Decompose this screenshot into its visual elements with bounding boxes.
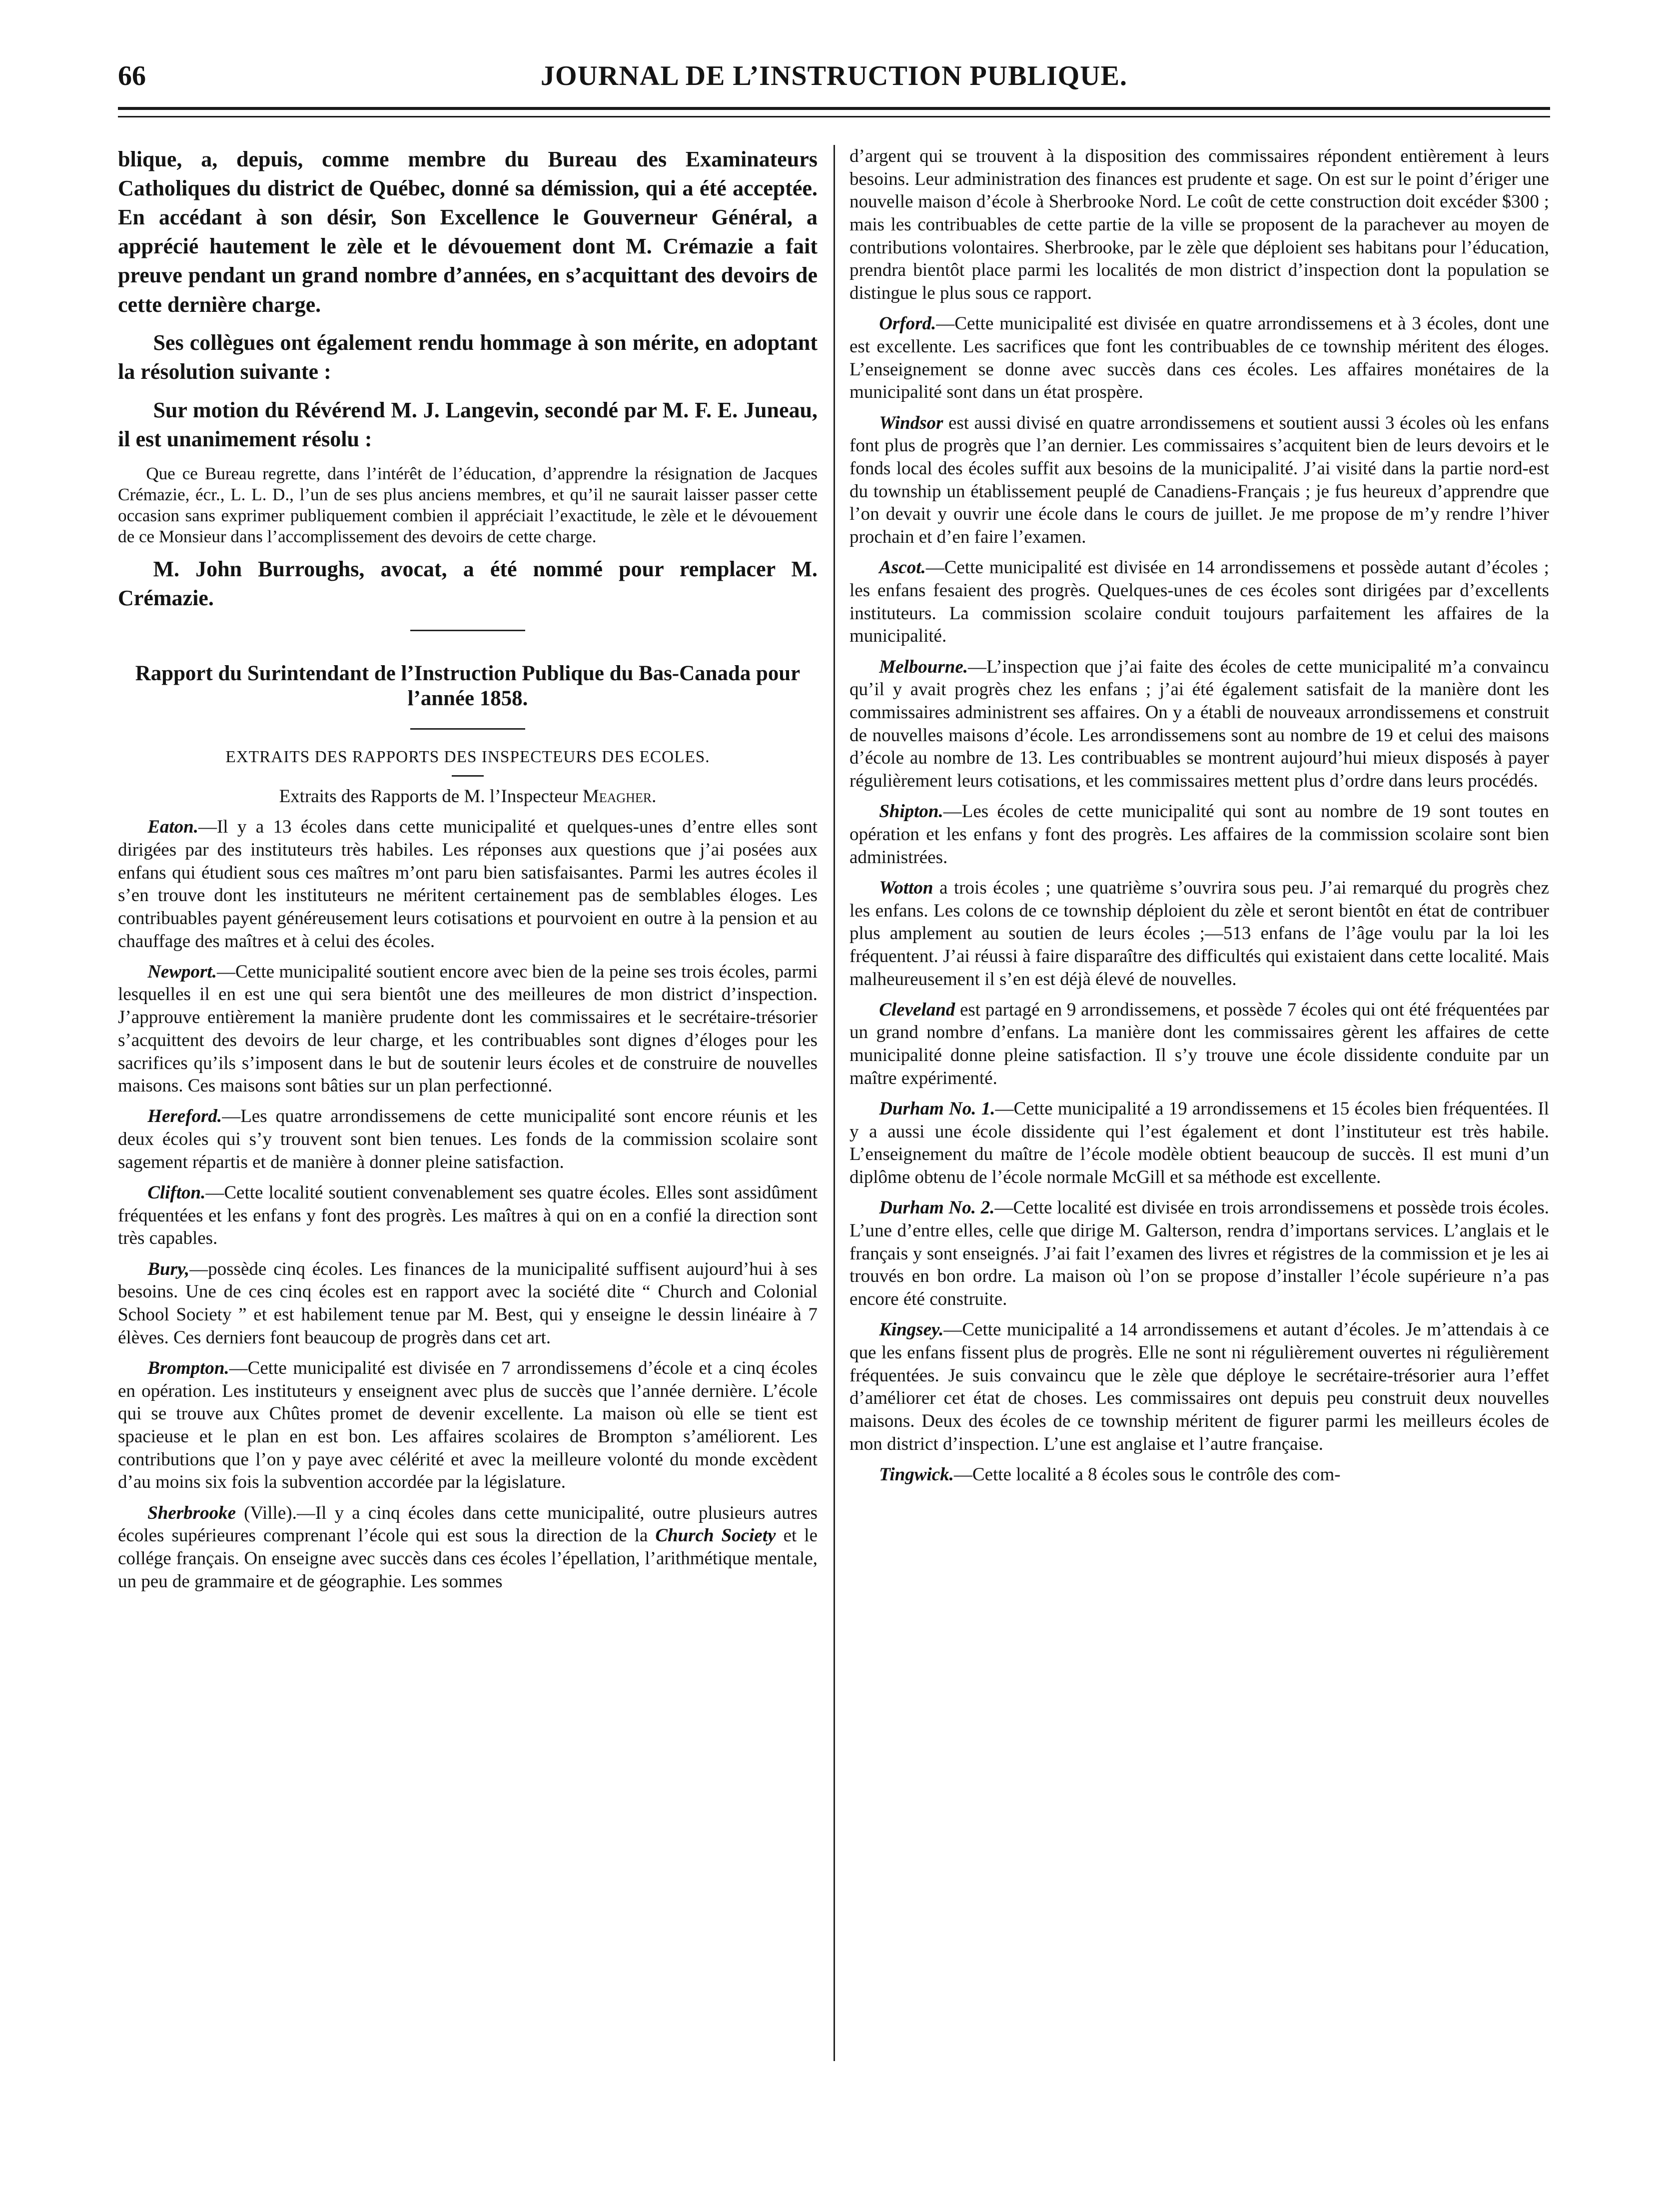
intro-paragraph-1: blique, a, depuis, comme membre du Bureau des Examinateurs Catholiques du district de Québec, donné sa démission, qui a été acceptée. En accédant à son désir, Son Excellence le Gouverneur Général, a apprécié hautement le zèle et le dévouement dont M. Crémazie a fait preuve pendant un grand nombre d’années, en s’acquittant des devoirs de cette dernière charge. <box>118 147 818 317</box>
entry-text: a trois écoles ; une quatrième s’ouvrira sous peu. J’ai remarqué du progrès chez les enfans. Les colons de ce township déploient du zèle et seront bientôt en état de contribuer plus amplement au soutien de leurs écoles ;—513 enfans de l’âge voulu par la loi les fréquentent. J’ai réussi à faire disparaître des difficultés qui existaient dans cette localité. Mais malheureusement il s’en est déjà élevé de nouvelles. <box>849 877 1549 990</box>
entry-text: —Cette municipalité est divisée en 14 arrondissemens et possède autant d’écoles ; les enfans fesaient des progrès. Quelques-unes de ces écoles sont dirigées par d’excellents instituteurs. La commission scolaire conduit toujours parfaitement les affaires de la municipalité. <box>849 557 1549 647</box>
entry-head: Wotton <box>879 877 933 898</box>
column-divider <box>834 145 835 2061</box>
header-rule-thin <box>118 116 1550 117</box>
entry-eaton <box>118 816 818 953</box>
entry-wotton <box>849 877 1549 991</box>
entry-text: —Il y a cinq écoles dans cette municipalité, outre plusieurs autres écoles supérieures comprenant l’école qui est sous la direction de la <box>118 1502 818 1546</box>
entry-text: —Cette municipalité soutient encore avec bien de la peine ses trois écoles, parmi lesquelles il en est une qui sera bientôt une des meilleures de mon district d’inspection. J’approuve entièrement la manière prudente dont les commissaires et le secrétaire-trésorier s’acquittent des devoirs de leur charge, et les contribuables sont dignes d’éloges pour les sacrifices qu’ils s’imposent dans le but de soutenir leurs écoles et de construire de nouvelles maisons. Ces maisons sont bâties sur un plan perfectionné. <box>118 961 818 1097</box>
entry-head: Orford. <box>879 313 936 334</box>
entry-orford <box>849 312 1549 404</box>
entry-durham-2 <box>849 1196 1549 1310</box>
entry-head: Sherbrooke <box>147 1502 236 1523</box>
entry-head: Hereford. <box>147 1106 222 1127</box>
replacement-note: M. John Burroughs, avocat, a été nommé pour remplacer M. Crémazie. <box>118 557 818 611</box>
running-title: JOURNAL DE L’INSTRUCTION PUBLIQUE. <box>541 60 1127 91</box>
sherbrooke-continuation: d’argent qui se trouvent à la disposition des commissaires répondent entièrement à leurs besoins. Leur administration des finances est prudente et sage. On est sur le point d’ériger une nouvelle maison d’école à Sherbrooke Nord. Le coût de cette construction doit excéder $300 ; mais les contribuables de cette partie de la ville se proposent de la parachever au moyen de contributions volontaires. Sherbrooke, par le zèle que déploient ses habitans pour l’éducation, prendra bientôt place parmi les localités de mon district d’inspection dont la population se distingue le plus sous ce rapport. <box>849 146 1549 304</box>
entry-text: est aussi divisé en quatre arrondissemens et soutient aussi 3 écoles où les enfans font plus de progrès que l’an dernier. Les commissaires s’acquitent bien de leurs devoirs et le fonds local des écoles suffit aux besoins de la municipalité. J’ai visité dans la partie nord-est du township un établissement peuplé de Canadiens-Français ; je fus heureux d’apprendre que l’on devait y ouvrir une école dans le cours de juillet. Je me propose de m’y rendre l’hiver prochain et d’en faire l’examen. <box>849 412 1549 548</box>
inspector-heading <box>118 785 818 808</box>
intro-paragraph-3: Sur motion du Révérend M. J. Langevin, secondé par M. F. E. Juneau, il est unanimement résolu : <box>118 397 818 451</box>
entry-text: —Les écoles de cette municipalité qui sont au nombre de 19 sont toutes en opération et les enfans y font des progrès. Les affaires de la commission scolaire sont bien administrées. <box>849 801 1549 868</box>
inspector-heading-prefix: Extraits des Rapports de M. l’Inspecteur <box>279 786 578 807</box>
entry-text: —Cette municipalité a 14 arrondissemens et autant d’écoles. Je m’attendais à ce que les enfans fissent plus de progrès. Elle ne sont ni régulièrement ouvertes ni régulièrement fréquentées. Je suis convaincu que le zèle que déploye le secrétaire-trésorier aura l’effet d’améliorer cet état de choses. Les commissaires ont depuis peu construit deux nouvelles maisons. Deux des écoles de ce township méritent de figurer parmi les meilleurs écoles de mon district d’inspection. L’une est anglaise et l’autre française. <box>849 1319 1549 1454</box>
entry-head: Tingwick. <box>879 1464 954 1485</box>
entry-head: Eaton. <box>147 817 198 838</box>
entry-head: Durham No. 1. <box>879 1099 995 1119</box>
entry-head: Ascot. <box>879 557 926 578</box>
entry-text: —Cette municipalité est divisée en quatre arrondissemens et à 3 écoles, dont une est excellente. Les sacrifices que font les contribuables de ce township méritent des éloges. L’enseignement se donne avec succès dans ces écoles. Les affaires monétaires de la municipalité sont dans un état prospère. <box>849 313 1549 403</box>
entry-sherbrooke <box>118 1502 818 1593</box>
extracts-heading: EXTRAITS DES RAPPORTS DES INSPECTEURS DES ECOLES. <box>225 747 710 766</box>
intro-paragraph-2: Ses collègues ont également rendu hommage à son mérite, en adoptant la résolution suivante : <box>118 330 818 384</box>
entry-bury <box>118 1258 818 1349</box>
entry-head: Clifton. <box>147 1182 206 1203</box>
entry-text: —Cette municipalité est divisée en 7 arrondissemens d’école et a cinq écoles en opération. Les instituteurs y enseignent avec plus de succès que l’année dernière. L’école qui se trouve aux Chûtes promet de devenir excellente. La maison où elle se tient est spacieuse et le plan en est bon. Les affaires scolaires de Brompton s’améliorent. Les contributions que l’on y paye avec célérité et avec la meilleure volonté du monde excèdent d’au moins six fois la subvention accordée par la législature. <box>118 1357 818 1493</box>
entry-text: —Il y a 13 écoles dans cette municipalité et quelques-unes d’entre elles sont dirigées par des instituteurs très habiles. Les réponses aux questions que j’ai posées aux enfans qui étudient sous ces maîtres m’ont paru bien satisfaisantes. Parmi les autres écoles il s’en trouve dont les instituteurs ne méritent certainement pas de semblables éloges. Les contribuables payent généreusement leurs cotisations et pourvoient en outre à la pension et au chauffage des maîtres et à celui des écoles. <box>118 817 818 952</box>
entry-text: —Cette municipalité a 19 arrondissemens et 15 écoles bien fréquentées. Il y a aussi une école dissidente qui l’est également et dont l’instituteur est très habile. L’enseignement du maître de l’école modèle obtient beaucoup de succès. Il est muni d’un diplôme obtenu de l’école normale McGill et sa méthode est excellente. <box>849 1099 1549 1188</box>
entry-head: Melbourne. <box>879 656 968 677</box>
right-column <box>849 145 1549 2061</box>
inspector-name: Meagher. <box>582 786 657 807</box>
extracts-rule <box>452 775 484 777</box>
section-rule <box>410 630 525 631</box>
entry-text: —possède cinq écoles. Les finances de la municipalité suffisent aujourd’hui à ses besoins. Une de ces cinq écoles est en rapport avec la société dite “ Church and Colonial School Society ” et est habilement tenue par M. Best, qui y enseigne le dessin linéaire à 7 élèves. Ces derniers font beaucoup de progrès dans cet art. <box>118 1258 818 1348</box>
entry-head: Shipton. <box>879 801 943 822</box>
entry-melbourne <box>849 656 1549 793</box>
entry-cleveland <box>849 999 1549 1090</box>
entry-head: Kingsey. <box>879 1319 944 1340</box>
entry-head: Newport. <box>147 961 217 982</box>
entry-text: —Cette localité a 8 écoles sous le contrôle des com- <box>953 1464 1341 1485</box>
entry-kingsey <box>849 1318 1549 1455</box>
resolution-text: Que ce Bureau regrette, dans l’intérêt de l’éducation, d’apprendre la résignation de Jacques Crémazie, écr., L. L. D., l’un de ses plus anciens membres, et qu’il ne saurait laisser passer cette occasion sans exprimer publiquement combien il appréciait l’exactitude, le zèle et le dévouement de ce Monsieur dans l’accomplissement des devoirs de cette charge. <box>118 463 818 547</box>
entry-text: —Les quatre arrondissemens de cette municipalité sont encore réunis et les deux écoles qui s’y trouvent sont bien tenues. Les fonds de la commission scolaire sont sagement répartis et de manière à donner pleine satisfaction. <box>118 1106 818 1172</box>
entry-text: —Cette localité soutient convenablement ses quatre écoles. Elles sont assidûment fréquentées et les enfans y font des progrès. Les maîtres à qui on en a confié la direction sont très capables. <box>118 1182 818 1249</box>
entry-tingwick <box>849 1463 1549 1486</box>
entry-head: Windsor <box>879 412 943 433</box>
entry-durham-1 <box>849 1098 1549 1189</box>
entry-head: Bury, <box>147 1258 190 1279</box>
entry-head: Durham No. 2. <box>879 1197 995 1218</box>
entry-ascot <box>849 556 1549 648</box>
entry-shipton <box>849 800 1549 869</box>
entry-head: Brompton. <box>147 1357 229 1378</box>
entry-windsor <box>849 412 1549 549</box>
report-title: Rapport du Surintendant de l’Instruction Publique du Bas-Canada pour l’année 1858. <box>135 661 801 711</box>
entry-clifton <box>118 1181 818 1250</box>
entry-text: —L’inspection que j’ai faite des écoles de cette municipalité m’a convaincu qu’il y avait progrès chez les enfans ; j’ai été également satisfait de la manière dont les commissaires administrent ses affaires. On y a établi de nouveaux arrondissemens et construit de nouvelles maisons d’école. Les arrondissemens sont au nombre de 19 et celui des maisons d’école au nombre de 13. Les contribuables se montrent aujourd’hui mieux disposés à payer régulièrement leurs cotisations, et les commissaires mettent plus d’ordre dans leurs procédés. <box>849 656 1549 791</box>
page-header <box>118 56 1550 96</box>
title-rule <box>410 728 525 730</box>
entry-hereford <box>118 1105 818 1173</box>
header-rule-thick <box>118 107 1550 110</box>
entry-text: est partagé en 9 arrondissemens, et possède 7 écoles qui ont été fréquentées par un grand nombre d’enfans. La manière dont les commissaires gèrent les affaires de cette municipalité donne pleine satisfaction. Il s’y trouve une école dissidente conduite par un maître expérimenté. <box>849 999 1549 1089</box>
entry-emphasis: Church Society <box>655 1525 776 1546</box>
page-number: 66 <box>118 60 146 91</box>
entry-head: Cleveland <box>879 999 955 1020</box>
entry-text: —Cette localité est divisée en trois arrondissemens et possède trois écoles. L’une d’entre elles, celle que dirige M. Galterson, rendra d’importans services. L’anglais et le français y sont enseignés. J’ai fait l’examen des livres et régistres de la commission et je les ai trouvés en bon ordre. La maison où l’on se propose d’installer l’école supérieure n’a pas encore été construite. <box>849 1197 1549 1310</box>
left-column <box>118 145 818 2061</box>
entry-newport <box>118 961 818 1098</box>
entry-text: et le collége français. On enseigne avec succès dans ces écoles l’épellation, l’arithmétique mentale, un peu de grammaire et de géographie. Les sommes <box>118 1525 818 1592</box>
entry-head-suffix: (Ville). <box>236 1502 297 1523</box>
entry-brompton <box>118 1357 818 1494</box>
